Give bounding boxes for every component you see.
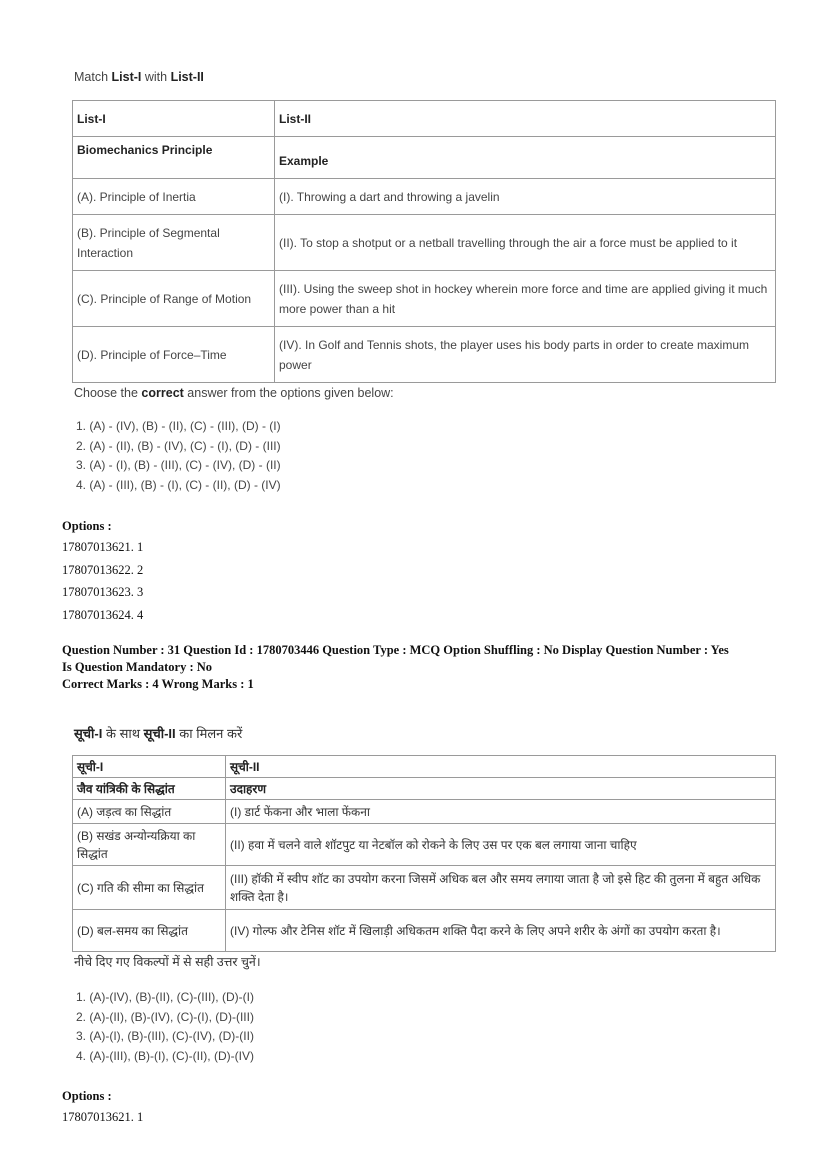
answer-item: 4. (A)-(III), (B)-(I), (C)-(II), (D)-(IV)	[76, 1048, 254, 1063]
choose-text: answer from the options given below:	[183, 386, 394, 400]
option-item[interactable]: 17807013621. 1	[62, 540, 144, 554]
intro-text: का मिलन करें	[175, 726, 243, 741]
table-cell: (I) डार्ट फेंकना और भाला फेंकना	[226, 800, 776, 824]
table-header-cell: सूची-II	[226, 756, 776, 778]
table-header-cell: List-I	[73, 101, 275, 137]
table-subheader-row	[73, 778, 776, 800]
table-cell: (II). To stop a shotput or a netball travelling through the air a force must be applied to it	[275, 215, 776, 271]
intro-text: के साथ	[102, 726, 144, 741]
table-cell: (II) हवा में चलने वाले शॉटपुट या नेटबॉल को रोकने के लिए उस पर एक बल लगाया जाना चाहिए	[226, 824, 776, 866]
question-intro-hi	[74, 724, 242, 742]
table-cell: (C). Principle of Range of Motion	[73, 271, 275, 327]
table-cell: (IV). In Golf and Tennis shots, the player uses his body parts in order to create maximum power	[275, 327, 776, 383]
answer-item: 3. (A)-(I), (B)-(III), (C)-(IV), (D)-(II)	[76, 1029, 254, 1043]
options-label: Options :	[62, 519, 112, 533]
option-item[interactable]: 17807013623. 3	[62, 585, 144, 599]
intro-list2: सूची-II	[143, 726, 176, 741]
table-subheader-cell: जैव यांत्रिकी के सिद्धांत	[73, 778, 226, 800]
answer-item: 4. (A) - (III), (B) - (I), (C) - (II), (D) - (IV)	[76, 477, 281, 492]
answer-item: 3. (A) - (I), (B) - (III), (C) - (IV), (D) - (II)	[76, 458, 281, 472]
intro-list1: सूची-I	[74, 726, 103, 741]
table-row	[73, 215, 776, 271]
answer-list-hi	[76, 988, 254, 1066]
answer-item: 2. (A)-(II), (B)-(IV), (C)-(I), (D)-(III)	[76, 1009, 254, 1024]
table-header-row	[73, 756, 776, 778]
table-row	[73, 327, 776, 383]
table-cell: (A). Principle of Inertia	[73, 179, 275, 215]
table-cell: (D) बल-समय का सिद्धांत	[73, 910, 226, 952]
options-label: Options :	[62, 1089, 112, 1103]
table-header-cell: List-II	[275, 101, 776, 137]
answer-item: 2. (A) - (II), (B) - (IV), (C) - (I), (D) - (III)	[76, 438, 281, 453]
intro-text: with	[141, 70, 171, 84]
options-list	[62, 1106, 143, 1129]
option-item[interactable]: 17807013624. 4	[62, 607, 144, 622]
option-item[interactable]: 17807013621. 1	[62, 1110, 144, 1124]
table-row	[73, 179, 776, 215]
match-table-hi	[72, 755, 776, 952]
table-cell: (IV) गोल्फ और टेनिस शॉट में खिलाड़ी अधिकतम शक्ति पैदा करने के लिए अपने शरीर के अंगों का उपयोग करता है।	[226, 910, 776, 952]
table-header-cell: सूची-I	[73, 756, 226, 778]
answer-item: 1. (A)-(IV), (B)-(II), (C)-(III), (D)-(I)	[76, 990, 254, 1004]
choose-instruction-hi: नीचे दिए गए विकल्पों में से सही उत्तर चुनें।	[74, 955, 261, 969]
table-row	[73, 271, 776, 327]
intro-list1: List-I	[111, 70, 142, 84]
meta-line: Question Number : 31 Question Id : 1780703446 Question Type : MCQ Option Shuffling : No Display Question Number : Yes	[62, 643, 729, 657]
table-row	[73, 866, 776, 910]
answer-list-en	[76, 417, 281, 495]
meta-line: Correct Marks : 4 Wrong Marks : 1	[62, 677, 254, 691]
table-cell: (B) सखंड अन्योन्यक्रिया का सिद्धांत	[73, 824, 226, 866]
match-table-en	[72, 100, 776, 383]
choose-text: Choose the	[74, 386, 142, 400]
table-row	[73, 910, 776, 952]
table-header-row	[73, 101, 776, 137]
table-cell: (I). Throwing a dart and throwing a javelin	[275, 179, 776, 215]
table-cell: (III). Using the sweep shot in hockey wherein more force and time are applied giving it much more power than a hit	[275, 271, 776, 327]
intro-list2: List-II	[170, 70, 204, 84]
intro-text: Match	[74, 70, 112, 84]
question-meta	[62, 642, 729, 693]
table-subheader-cell: उदाहरण	[226, 778, 776, 800]
answer-item: 1. (A) - (IV), (B) - (II), (C) - (III), (D) - (I)	[76, 419, 281, 433]
table-cell: (C) गति की सीमा का सिद्धांत	[73, 866, 226, 910]
question-intro-en	[74, 70, 204, 84]
option-item[interactable]: 17807013622. 2	[62, 562, 144, 577]
table-cell: (A) जड़त्व का सिद्धांत	[73, 800, 226, 824]
table-subheader-row	[73, 137, 776, 179]
table-cell: (B). Principle of Segmental Interaction	[73, 215, 275, 271]
table-cell: (III) हॉकी में स्वीप शॉट का उपयोग करना जिसमें अधिक बल और समय लगाया जाता है जो इसे हिट की तुलना में बहुत अधिक शक्ति देता है।	[226, 866, 776, 910]
choose-instruction-en	[74, 386, 394, 400]
table-row	[73, 824, 776, 866]
table-row	[73, 800, 776, 824]
table-subheader-cell: Example	[275, 137, 776, 179]
choose-bold: correct	[141, 386, 184, 400]
table-subheader-cell: Biomechanics Principle	[73, 137, 275, 179]
table-cell: (D). Principle of Force–Time	[73, 327, 275, 383]
meta-line: Is Question Mandatory : No	[62, 660, 213, 674]
options-list	[62, 536, 143, 626]
